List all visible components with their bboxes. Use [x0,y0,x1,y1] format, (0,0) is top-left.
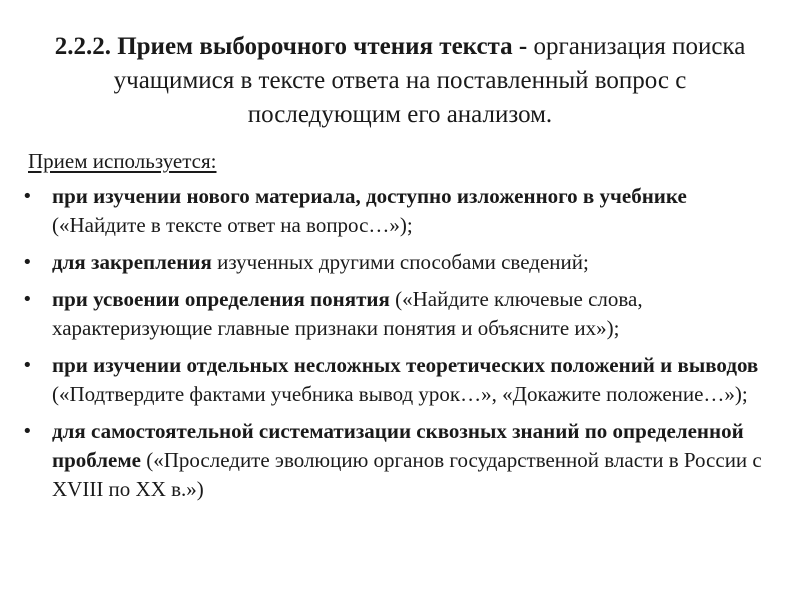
title-bold-part: 2.2.2. Прием выборочного чтения текста - [54,33,534,60]
bullet-icon: • [22,289,33,310]
bullet-icon: • [22,252,33,273]
bullet-normal-text: («Найдите в тексте ответ на вопрос…»); [52,213,413,237]
title-normal-part: организация поиска учащимися в тексте ответа на поставленный вопрос с последующим его анализом. [113,33,746,128]
list-item [22,351,762,409]
intro-text: Прием используется: [28,149,217,173]
bullet-bold-text: для закрепления [52,250,212,274]
bullet-normal-text: («Найдите ключевые слова, характеризующие главные признаки понятия и объясните их»); [52,287,643,340]
bullet-bold-text: при усвоении определения понятия [52,287,390,311]
bullet-icon: • [22,186,33,207]
bullet-icon: • [22,355,33,376]
bullet-icon: • [22,421,33,442]
list-item [22,248,762,277]
bullet-normal-text: изученных другими способами сведений; [211,250,589,274]
bullet-bold-text: при изучении отдельных несложных теоретических положений и выводов [52,353,759,377]
bullet-bold-text: для самостоятельной систематизации сквозных знаний по определенной проблеме [52,419,744,472]
bullet-normal-text: («Подтвердите фактами учебника вывод урок…», «Докажите положение…»); [52,382,748,406]
list-item [22,417,762,504]
list-item [22,285,762,343]
list-item [22,182,762,240]
bullet-normal-text: («Проследите эволюцию органов государственной власти в России с XVIII по XX в.») [52,448,762,501]
bullet-list [22,182,762,512]
slide-title [40,30,760,132]
bullet-bold-text: при изучении нового материала, доступно изложенного в учебнике [52,184,687,208]
